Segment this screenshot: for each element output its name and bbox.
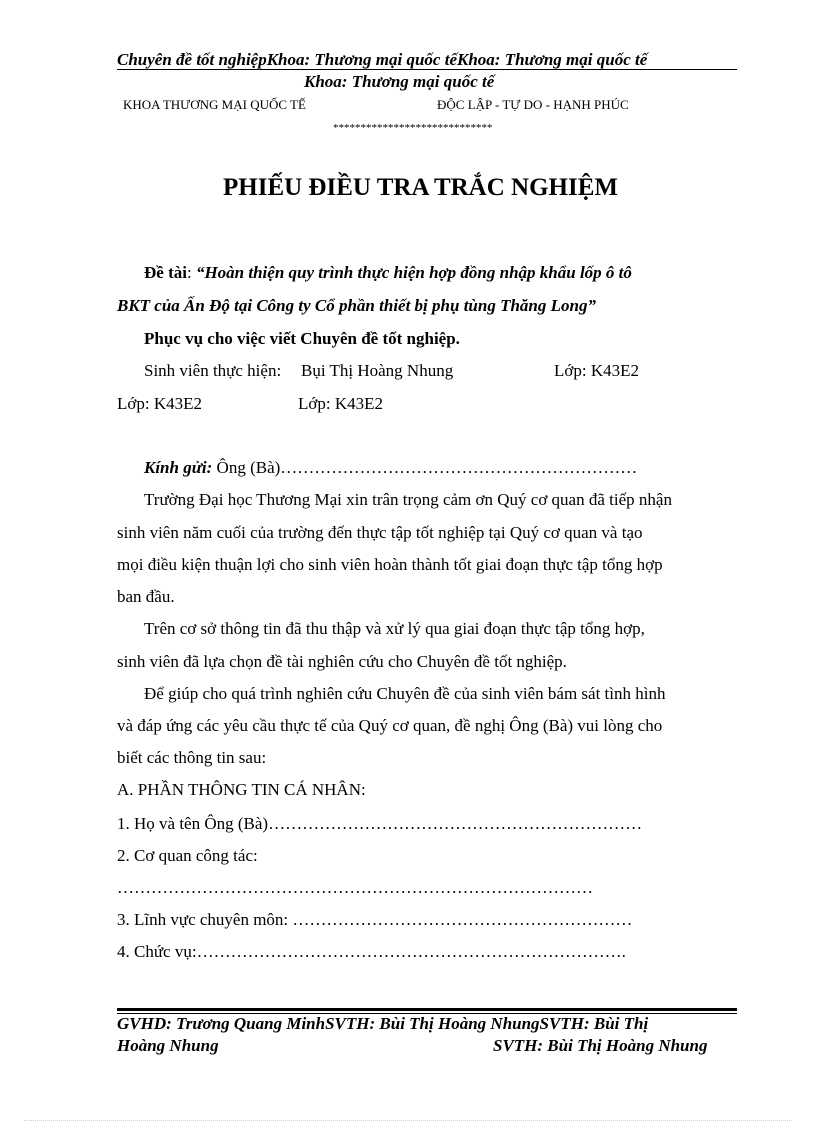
- footer-line2-right: SVTH: Bùi Thị Hoàng Nhung: [493, 1036, 708, 1055]
- student-name: Bụi Thị Hoàng Nhung: [301, 361, 454, 380]
- field-organization-dots[interactable]: …………………………………………………………………………: [117, 878, 593, 897]
- field-position[interactable]: 4. Chức vụ:………………………………………………………………….: [117, 942, 626, 961]
- footer-rule-thick: [117, 1008, 737, 1011]
- para3-line3: biết các thông tin sau:: [117, 748, 267, 767]
- section-a-heading: A. PHẦN THÔNG TIN CÁ NHÂN:: [117, 780, 366, 799]
- student-class-3: Lớp: K43E2: [298, 394, 384, 413]
- header-rule: [117, 69, 737, 70]
- footer-line2-left: Hoàng Nhung: [117, 1036, 219, 1055]
- field-full-name[interactable]: 1. Họ và tên Ông (Bà)…………………………………………………………: [117, 814, 643, 833]
- purpose-line: Phục vụ cho việc viết Chuyên đề tốt nghiệp.: [144, 329, 460, 348]
- para1-line1: Trường Đại học Thương Mại xin trân trọng cảm ơn Quý cơ quan đã tiếp nhận: [144, 490, 672, 509]
- para1-line3: mọi điều kiện thuận lợi cho sinh viên hoàn thành tốt giai đoạn thực tập tổng hợp: [117, 555, 663, 574]
- faculty-name: KHOA THƯƠNG MẠI QUỐC TẾ: [123, 97, 306, 112]
- field-specialty[interactable]: 3. Lĩnh vực chuyên môn: ……………………………………………………: [117, 910, 633, 929]
- stars-divider: *****************************: [333, 122, 493, 134]
- running-header-line2: Khoa: Thương mại quốc tế: [304, 72, 495, 91]
- para1-line4: ban đầu.: [117, 587, 175, 606]
- field-organization-label: 2. Cơ quan công tác:: [117, 846, 258, 865]
- topic-label: Đề tài: [144, 263, 187, 282]
- greeting-line: [144, 458, 637, 478]
- document-title: PHIẾU ĐIỀU TRA TRẮC NGHIỆM: [223, 174, 618, 201]
- para2-line2: sinh viên đã lựa chọn đề tài nghiên cứu cho Chuyên đề tốt nghiệp.: [117, 652, 567, 671]
- student-class-2: Lớp: K43E2: [117, 394, 203, 413]
- greeting-recipient: Ông (Bà)………………………………………………………: [212, 458, 638, 477]
- topic-line2: BKT của Ấn Độ tại Công ty Cổ phần thiết bị phụ tùng Thăng Long”: [117, 296, 596, 315]
- national-motto: ĐỘC LẬP - TỰ DO - HẠNH PHÚC: [437, 97, 629, 112]
- para3-line1: Để giúp cho quá trình nghiên cứu Chuyên đề của sinh viên bám sát tình hình: [144, 684, 666, 703]
- topic-sep: :: [186, 263, 196, 282]
- running-header-line1: Chuyên đề tốt nghiệpKhoa: Thương mại quốc tếKhoa: Thương mại quốc tế: [117, 50, 648, 69]
- topic-text-1: “Hoàn thiện quy trình thực hiện hợp đồng nhập khẩu lốp ô tô: [195, 263, 632, 282]
- greeting-label: Kính gửi:: [144, 458, 213, 477]
- topic-line1: [144, 263, 632, 283]
- student-label: Sinh viên thực hiện:: [144, 361, 282, 380]
- para3-line2: và đáp ứng các yêu cầu thực tế của Quý cơ quan, đề nghị Ông (Bà) vui lòng cho: [117, 716, 663, 735]
- student-class-1: Lớp: K43E2: [554, 361, 640, 380]
- para1-line2: sinh viên năm cuối của trường đến thực tập tốt nghiệp tại Quý cơ quan và tạo: [117, 523, 643, 542]
- footer-line1: GVHD: Trương Quang MinhSVTH: Bùi Thị Hoàng NhungSVTH: Bùi Thị: [117, 1014, 649, 1033]
- page-edge: [24, 1120, 792, 1121]
- para2-line1: Trên cơ sở thông tin đã thu thập và xử lý qua giai đoạn thực tập tổng hợp,: [144, 619, 645, 638]
